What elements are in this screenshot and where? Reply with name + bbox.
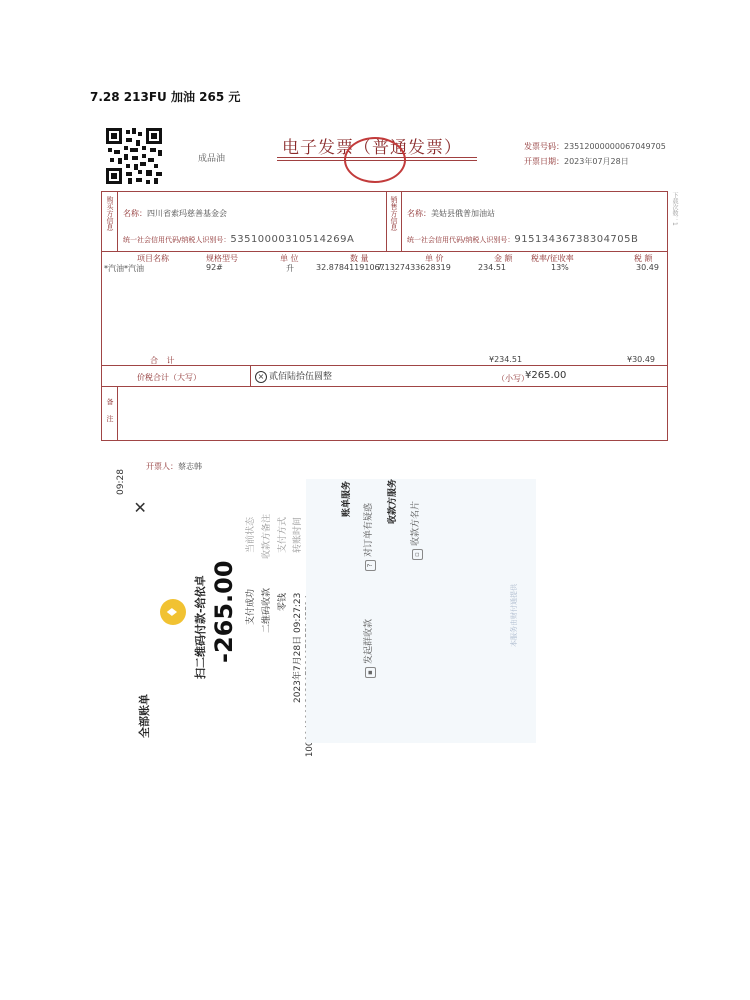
divider-buyer-seller <box>386 191 387 251</box>
sum-small-label: （小写） <box>497 374 529 383</box>
field-method-value: 零钱 <box>278 592 288 611</box>
download-count: 下载次数：1 <box>671 192 678 226</box>
invoice-date <box>524 156 629 167</box>
close-icon[interactable]: ✕ <box>131 500 150 514</box>
group-collect-label: 发起群收款 <box>364 618 374 664</box>
sum-words-value: 贰佰陆拾伍圆整 <box>269 372 333 382</box>
invoice-title: 电子发票（普通发票） <box>282 138 462 158</box>
all-bills-link[interactable]: 全部账单 <box>138 694 151 738</box>
card-icon: ▫ <box>412 549 423 560</box>
sum-words <box>255 369 332 383</box>
buyer-tax-id <box>123 227 354 246</box>
expense-note: 7.28 213FU 加油 265 元 <box>90 90 241 104</box>
item-price: 7.1327433628319 <box>377 263 451 272</box>
seller-name <box>407 201 495 220</box>
divider-sum <box>101 386 668 387</box>
invoice-number-label: 发票号码： <box>524 142 564 151</box>
field-status-key: 当前状态 <box>246 516 256 553</box>
col-tax: 税 额 <box>634 254 653 263</box>
payment-amount: -265.00 <box>210 560 238 663</box>
total-amount: ¥234.51 <box>489 355 523 364</box>
bill-service-title: 账单服务 <box>342 480 352 517</box>
payee-card-link[interactable] <box>408 501 423 560</box>
item-tax: 30.49 <box>636 263 659 272</box>
seller-name-label: 名称： <box>407 209 431 218</box>
field-status-value: 支付成功 <box>246 588 256 625</box>
item-amount: 234.51 <box>478 263 506 272</box>
invoice-date-label: 开票日期： <box>524 157 564 166</box>
buyer-name-label: 名称： <box>123 209 147 218</box>
item-qty: 32.87841191067 <box>316 263 385 272</box>
footer-note: 本服务由财付通提供 <box>510 584 518 647</box>
field-time-value: 2023年7月28日 09:27:23 <box>293 592 303 703</box>
payee-card-label: 收款方名片 <box>411 500 421 546</box>
field-time-key: 转账时间 <box>293 516 303 553</box>
seller-tax-label: 统一社会信用代码/纳税人识别号： <box>407 236 515 244</box>
buyer-name <box>123 201 227 220</box>
qr-code <box>106 128 162 184</box>
item-name: *汽油*汽油 <box>104 264 144 273</box>
seller-tax-id <box>407 227 638 246</box>
col-amount: 金 额 <box>494 254 513 263</box>
divider-buyer-label <box>117 191 118 251</box>
seller-name-value: 美姑县俄普加油站 <box>431 209 495 218</box>
col-qty: 数 量 <box>350 254 369 263</box>
tax-seal <box>344 137 406 183</box>
field-note-key: 收款方备注 <box>262 513 272 559</box>
divider-remark <box>117 386 118 440</box>
sum-label: 价税合计（大写） <box>137 373 201 382</box>
drawer-name: 蔡志韩 <box>178 462 202 471</box>
total-tax: ¥30.49 <box>627 355 655 364</box>
col-item-name: 项目名称 <box>137 254 169 263</box>
merchant-avatar: ♦ <box>160 599 186 625</box>
col-price: 单 价 <box>425 254 444 263</box>
group-icon: ▪ <box>365 667 376 678</box>
item-rate: 13% <box>551 263 569 272</box>
field-note-value: 二维码收款 <box>262 587 272 633</box>
group-collect-link[interactable] <box>361 619 376 678</box>
col-unit: 单 位 <box>280 254 299 263</box>
divider-total <box>101 365 668 366</box>
seller-tax-value: 91513436738304705B <box>514 234 639 245</box>
col-rate: 税率/征收率 <box>531 254 574 263</box>
field-method-key: 支付方式 <box>278 516 288 553</box>
ask-order-label: 对订单有疑惑 <box>364 502 374 557</box>
remark-label: 备注 <box>106 398 114 432</box>
payee-service-title: 收款方服务 <box>388 478 398 524</box>
buyer-tax-label: 统一社会信用代码/纳税人识别号： <box>123 236 231 244</box>
invoice-number <box>524 141 666 152</box>
col-spec: 规格型号 <box>206 254 238 263</box>
ask-order-link[interactable] <box>361 503 376 571</box>
divider-parties <box>101 251 668 252</box>
question-icon: ? <box>365 560 376 571</box>
seller-section-label: 销售方信息 <box>390 196 398 231</box>
merchant-name: 扫二维码付款-给依卓 <box>194 575 207 679</box>
item-spec: 92# <box>206 263 223 272</box>
total-label: 合 计 <box>150 356 178 365</box>
item-unit: 升 <box>286 264 294 273</box>
status-time: 09:28 <box>116 469 126 495</box>
buyer-tax-value: 53510000310514269A <box>230 234 355 245</box>
drawer-label: 开票人： <box>146 462 178 471</box>
sum-small: ¥265.00 <box>525 370 567 381</box>
cross-circle-icon: × <box>255 371 267 383</box>
divider-seller-label <box>401 191 402 251</box>
product-category: 成品油 <box>198 154 226 164</box>
payment-receipt <box>116 469 681 743</box>
buyer-section-label: 购买方信息 <box>106 196 114 231</box>
invoice-number-value: 23512000000067049705 <box>564 142 666 151</box>
invoice-date-value: 2023年07月28日 <box>564 157 629 166</box>
drawer <box>146 454 202 473</box>
divider-sum-label <box>250 365 251 386</box>
buyer-name-value: 四川省索玛慈善基金会 <box>147 209 227 218</box>
